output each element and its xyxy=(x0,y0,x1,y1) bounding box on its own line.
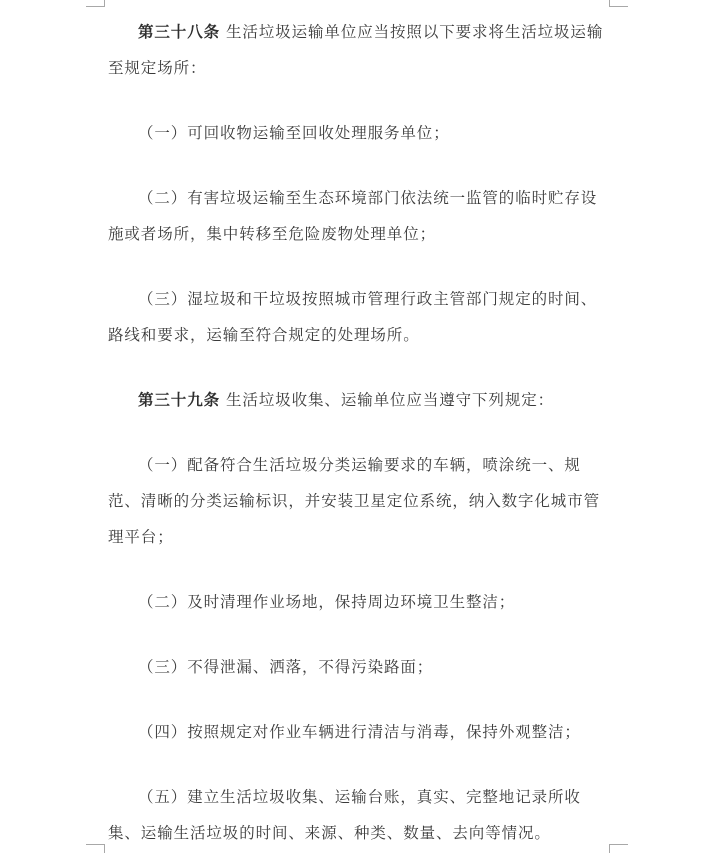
article-39-paragraph xyxy=(108,382,608,418)
document-page xyxy=(108,14,608,851)
article-38-text: 生活垃圾运输单位应当按照以下要求将生活垃圾运输至规定场所： xyxy=(108,23,604,77)
article-38-title: 第三十八条 xyxy=(138,23,221,41)
article-39-item-3: （三）不得泄漏、洒落，不得污染路面； xyxy=(138,658,434,676)
page-corner-mark-top-left xyxy=(86,0,105,7)
article-38-paragraph xyxy=(108,14,608,86)
page-corner-mark-top-right xyxy=(609,0,628,7)
article-38-item-1: （一）可回收物运输至回收处理服务单位； xyxy=(138,124,450,142)
article-39-text: 生活垃圾收集、运输单位应当遵守下列规定： xyxy=(226,391,555,409)
article-39-item-2: （二）及时清理作业场地，保持周边环境卫生整洁； xyxy=(138,593,516,611)
article-39-item-1: （一）配备符合生活垃圾分类运输要求的车辆，喷涂统一、规范、清晰的分类运输标识，并安装卫星定位系统，纳入数字化城市管理平台； xyxy=(108,456,601,546)
article-39-item-4: （四）按照规定对作业车辆进行清洁与消毒，保持外观整洁； xyxy=(138,723,581,741)
article-38-item-3: （三）湿垃圾和干垃圾按照城市管理行政主管部门规定的时间、路线和要求，运输至符合规定的处理场所。 xyxy=(108,290,598,344)
article-38-item-2: （二）有害垃圾运输至生态环境部门依法统一监管的临时贮存设施或者场所，集中转移至危险废物处理单位； xyxy=(108,189,598,243)
article-39-title: 第三十九条 xyxy=(138,391,221,409)
article-39-item-5: （五）建立生活垃圾收集、运输台账，真实、完整地记录所收集、运输生活垃圾的时间、来源、种类、数量、去向等情况。 xyxy=(108,788,581,842)
